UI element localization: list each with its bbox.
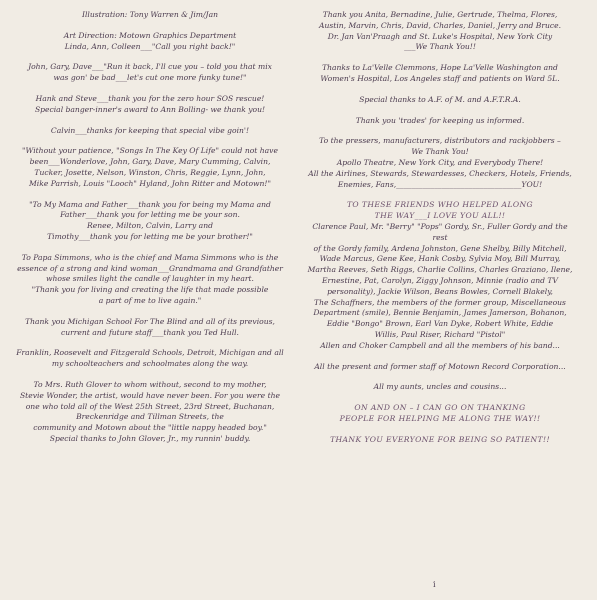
thanks-pressers: To the pressers, manufacturers, distributors and rackjobbers – We Thank You! Apollo Theatre, New York City, and Everybody There! All the Airlines, Stewards, Stewardesses, Checkers, Hotels, Friends, Enemies, Fans,_________________________________YOU! [308,136,572,189]
closing-on-and-on: ON AND ON – I CAN GO ON THANKING PEOPLE FOR HELPING ME ALONG THE WAY!! [339,403,541,423]
thanks-ruth-glover: To Mrs. Ruth Glover to whom without, second to my mother, Stevie Wonder, the artist, would have never been. For you were the one who told all of the West 25th Street, 23rd Street, Buchanan, Breckenridge and Tillman Streets, the community and Motown about the "little nappy headed boy." Special thanks to John Glover, Jr., my runnin' buddy. [19,379,281,443]
page-number: i [433,580,436,589]
thanks-engineers: John, Gary, Dave___"Run it back, I'll cue you – told you that mix was gon' be bad___let's cut one more funky tune!" [28,62,272,83]
thanks-unions: Special thanks to A.F. of M. and A.F.T.R.A. [359,94,521,104]
left-column [16,10,284,455]
thanks-school-blind: Thank you Michigan School For The Blind and all of its previous, current and future staff___thank you Ted Hull. [25,316,275,337]
thanks-calvin: Calvin___thanks for keeping that special vibe goin'! [50,125,250,135]
thanks-hospital-la: Thanks to La'Velle Clemmons, Hope La'Velle Washington and Women's Hospital, Los Angeles staff and patients on Ward 5L. [320,63,560,83]
thanks-schools: Franklin, Roosevelt and Fitzgerald Schools, Detroit, Michigan and all my schoolteachers and schoolmates along the way. [16,348,284,369]
thanks-motown-staff: All the present and former staff of Motown Record Corporation... [314,361,566,371]
thanks-hospital-nyc: Thank you Anita, Bernadine, Julie, Gertrude, Thelma, Flores, Austin, Marvin, Chris, David, Charles, Daniel, Jerry and Bruce. Dr. Jan Van'Praagh and St. Luke's Hospital, New York City ___We Thank You!! [319,10,561,52]
thanks-family: "To My Mama and Father___thank you for being my Mama and Father___thank you for letting me be your son. Renee, Milton, Calvin, Larry and Timothy___thank you for letting me be your brother!" [29,199,271,241]
closing-thank-you: THANK YOU EVERYONE FOR BEING SO PATIENT!! [330,434,550,444]
thanks-friends: TO THESE FRIENDS WHO HELPED ALONG THE WAY___I LOVE YOU ALL!! Clarence Paul, Mr. "Berry" "Pops" Gordy, Sr., Fuller Gordy and the rest of the Gordy family, Ardena Johnston, Gene Shelby, Billy Mitchell, Wade Marcus, Gene Kee, Hank Cosby, Sylvia Moy, Bill Murray, Martha Reeves, Seth Riggs, Charlie Collins, Charles Graziano, Ilene, Ernestine, Pat, Carolyn, Ziggy Johnson, Minnie (radio and TV personality), Jackie Wilson, Beans Bowles, Cornell Blakely, The Schaffners, the members of the former group, Miscellaneous Department (smile), Bennie Benjamin, James Jamerson, Bohanon, Eddie "Bongo" Brown, Earl Van Dyke, Robert White, Eddie Willis, Paul Riser, Richard "Pistol" Allen and Choker Campbell and all the members of his band... [307,200,573,350]
credit-illustration: Illustration: Tony Warren & Jim/Jan [81,10,218,19]
right-column [306,10,574,456]
credit-art-direction: Art Direction: Motown Graphics Department Linda, Ann, Colleen___"Call you right back!" [63,30,237,51]
thanks-relatives: All my aunts, uncles and cousins... [373,382,507,392]
thanks-grandparents: To Papa Simmons, who is the chief and Mama Simmons who is the essence of a strong and kind woman___Grandmama and Grandfather whose smiles light the candle of laughter in my heart. "Thank you for living and creating the life that made possible a part of me to live again." [17,252,283,305]
thanks-hank-steve: Hank and Steve___thank you for the zero hour SOS rescue! Special banger-inner's award to Ann Bolling- we thank you! [34,93,266,114]
thanks-wonderlove: "Without your patience, "Songs In The Key Of Life" could not have been___Wonderlove, John, Gary, Dave, Mary Cumming, Calvin, Tucker, Josette, Nelson, Winston, Chris, Reggie, Lynn, John, Mike Parrish, Louis "Looch" Hyland, John Ritter and Motown!" [22,146,278,188]
thanks-trades: Thank you 'trades' for keeping us informed. [355,115,525,125]
